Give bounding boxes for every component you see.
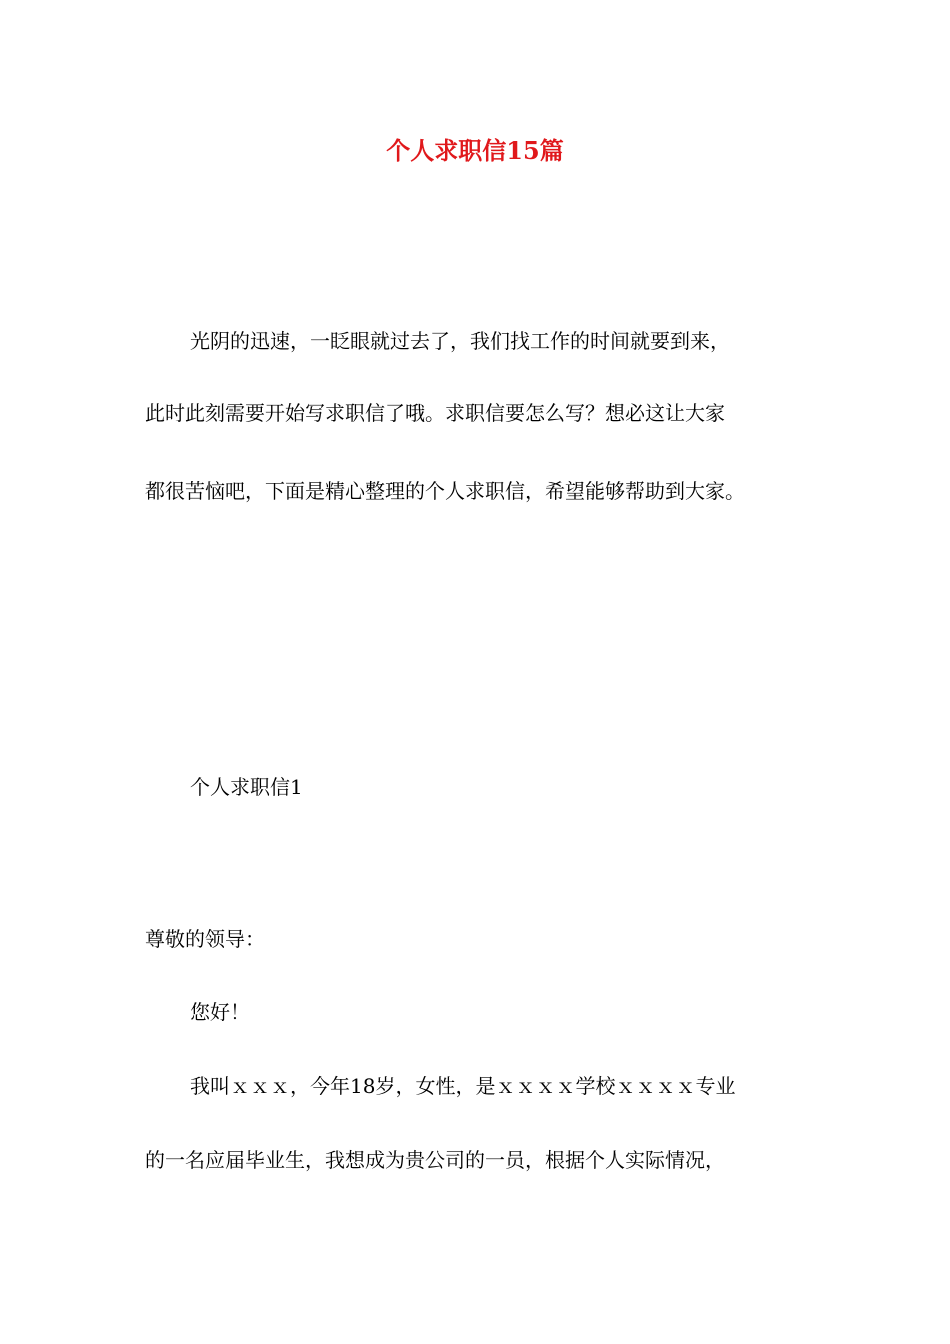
body-line-1: 我叫ｘｘｘ，今年18岁，女性，是ｘｘｘｘ学校ｘｘｘｘ专业 — [190, 1074, 736, 1098]
intro-line-3: 都很苦恼吧，下面是精心整理的个人求职信，希望能够帮助到大家。 — [145, 479, 745, 503]
greeting: 您好！ — [190, 1000, 250, 1024]
intro-line-1: 光阴的迅速，一眨眼就过去了，我们找工作的时间就要到来， — [190, 329, 730, 353]
body-line-2: 的一名应届毕业生，我想成为贵公司的一员，根据个人实际情况， — [145, 1148, 725, 1172]
intro-line-2: 此时此刻需要开始写求职信了哦。求职信要怎么写？想必这让大家 — [145, 401, 725, 425]
document-title: 个人求职信15篇 — [386, 136, 564, 165]
section-heading: 个人求职信1 — [190, 775, 303, 799]
salutation: 尊敬的领导： — [145, 927, 265, 951]
